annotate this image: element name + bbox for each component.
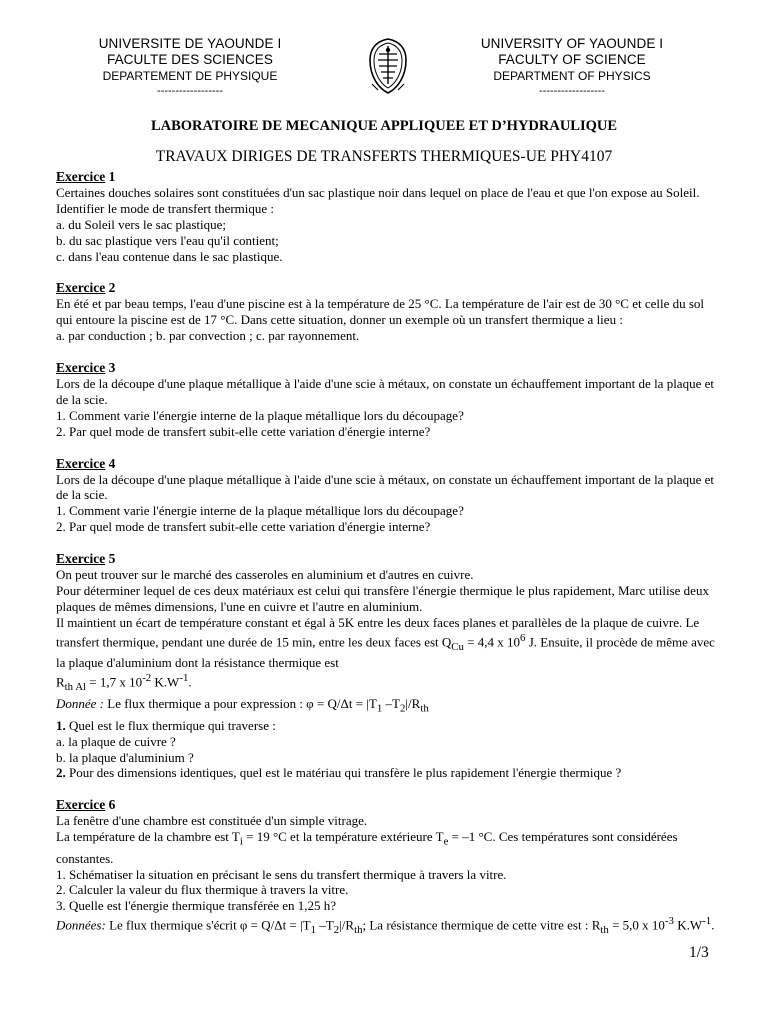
exercise-label: Exercice [56, 169, 106, 184]
header-right-divider: ------------------ [539, 85, 605, 97]
exercise-text: 1. Schématiser la situation en précisant le sens du transfert thermique à travers la vitre. [56, 866, 507, 882]
exercise-2 [56, 280, 716, 344]
exercise-text: Pour déterminer lequel de ces deux matériaux est celui qui transfère l'énergie thermique le plus rapidement, Marc utilise deux plaques de mêmes dimensions, l'une en cuivre et l'autre en aluminium. [56, 582, 709, 614]
header-left-faculty: FACULTE DES SCIENCES [106, 52, 274, 67]
exercise-text: 1. Quel est le flux thermique qui traverse : [56, 717, 276, 733]
exercise-text: 2. Par quel mode de transfert subit-elle cette variation d'énergie interne? [56, 519, 431, 535]
exercise-6 [56, 797, 716, 939]
exercise-label: Exercice [56, 280, 106, 296]
page-number: 1/3 [689, 944, 709, 961]
exercise-text: Certaines douches solaires sont constituées d'un sac plastique noir dans lequel on place de l'eau et que l'on expose au Soleil. [56, 184, 700, 200]
exercise-text: Identifier le mode de transfert thermique : [56, 200, 275, 216]
exercise-text: a. du Soleil vers le sac plastique; [56, 216, 227, 232]
exercise-title [56, 797, 716, 813]
exercise-label: Exercice [56, 360, 106, 376]
exercise-text: En été et par beau temps, l'eau d'une piscine est à la température de 25 °C. La température de l'air est de 30 °C et celle du sol qui entoure la piscine est de 17 °C. Dans cette situation, donner un exemple où un transfert thermique a lieu : [56, 296, 705, 328]
exercise-title [56, 551, 716, 567]
exercise-text: La fenêtre d'une chambre est constituée d'un simple vitrage. [56, 813, 368, 829]
exercise-number: 5 [105, 551, 116, 567]
exercise-text: On peut trouver sur le marché des casseroles en aluminium et d'autres en cuivre. [56, 567, 474, 583]
university-seal-icon [366, 36, 410, 96]
header-right-block [422, 36, 722, 98]
exercise-title [56, 169, 716, 185]
exercise-text: b. la plaque d'aluminium ? [56, 749, 194, 765]
exercise-label: Exercice [56, 797, 106, 813]
exercise-text: Il maintient un écart de température constant et égal à 5K entre les deux faces planes et parallèles de la plaque de cuivre. Le transfert thermique, pendant une durée de 15 min, entre les deux faces est $Q_{Cu} = 4,4$ x $10^6$ J. Ensuite, il procède de même avec la plaque d'aluminium dont la résistance thermique est [56, 614, 715, 671]
exercise-label: Exercice [56, 455, 106, 471]
exercise-text: c. dans l'eau contenue dans le sac plastique. [56, 248, 283, 264]
exercise-5 [56, 551, 716, 781]
header-right-department: DEPARTMENT OF PHYSICS [493, 69, 651, 83]
exercise-label: Exercice [56, 551, 106, 567]
exercise-1 [56, 169, 716, 264]
header-left-university: UNIVERSITE DE YAOUNDE I [98, 36, 282, 51]
exercise-text: a. la plaque de cuivre ? [56, 733, 176, 749]
exercise-text: Données: Le flux thermique s'écrit $\varphi = Q/\Delta t = |T_1$ $-T_2|/R_{th}$; La résistance thermique de cette vitre est : $R_{th} = 5,0$ x $10^{-3}$ $K.W^{-1}$. [56, 915, 715, 937]
exercise-number: 2 [105, 280, 116, 296]
lab-title: LABORATOIRE DE MECANIQUE APPLIQUEE ET D’HYDRAULIQUE [150, 118, 618, 134]
exercise-text: Lors de la découpe d'une plaque métallique à l'aide d'une scie à métaux, on constate un échauffement important de la plaque et de la scie. [56, 375, 714, 407]
exercise-text: b. du sac plastique vers l'eau qu'il contient; [56, 232, 279, 248]
exercise-text: 1. Comment varie l'énergie interne de la plaque métallique lors du découpage? [56, 503, 464, 519]
exercise-4 [56, 456, 716, 536]
exercise-text: La température de la chambre est $T_i = 19$ °C et la température extérieure $T_e = -1$ °C. Ces températures sont considérées constantes. [56, 829, 678, 866]
header-left-department: DEPARTEMENT DE PHYSIQUE [102, 69, 278, 83]
header-right-university: UNIVERSITY OF YAOUNDE I [480, 36, 664, 51]
exercise-title [56, 360, 716, 376]
header-left-block [40, 36, 340, 98]
header-left-divider: ------------------ [157, 85, 223, 97]
exercise-list [56, 169, 716, 955]
exercise-text: $R_{th Al} = 1,7$ x $10^{-2}$ $K.W^{-1}$. [56, 672, 192, 694]
exercise-number: 4 [105, 455, 116, 471]
exercise-text: a. par conduction ; b. par convection ; c. par rayonnement. [56, 328, 360, 344]
exercise-text: Lors de la découpe d'une plaque métallique à l'aide d'une scie à métaux, on constate un échauffement important de la plaque et de la scie. [56, 471, 714, 503]
exercise-text: 3. Quelle est l'énergie thermique transférée en 1,25 h? [56, 898, 337, 914]
exercise-text: 2. Calculer la valeur du flux thermique à travers la vitre. [56, 882, 349, 898]
exercise-number: 6 [105, 797, 116, 813]
exercise-number: 1 [105, 169, 116, 184]
td-title: TRAVAUX DIRIGES DE TRANSFERTS THERMIQUES-UE PHY4107 [155, 148, 613, 165]
exercise-3 [56, 360, 716, 440]
exercise-text: 2. Par quel mode de transfert subit-elle cette variation d'énergie interne? [56, 423, 431, 439]
exercise-text: Donnée : Le flux thermique a pour expression : $\varphi = Q/\Delta t = |T_1$ $-T_2|/R_{th}$ [56, 696, 429, 715]
exercise-text: 2. Pour des dimensions identiques, quel est le matériau qui transfère le plus rapidement l'énergie thermique ? [56, 765, 622, 781]
exercise-title [56, 280, 716, 296]
exercise-title [56, 456, 716, 472]
exercise-number: 3 [105, 360, 116, 376]
header-right-faculty: FACULTY OF SCIENCE [498, 52, 646, 67]
exercise-text: 1. Comment varie l'énergie interne de la plaque métallique lors du découpage? [56, 407, 464, 423]
